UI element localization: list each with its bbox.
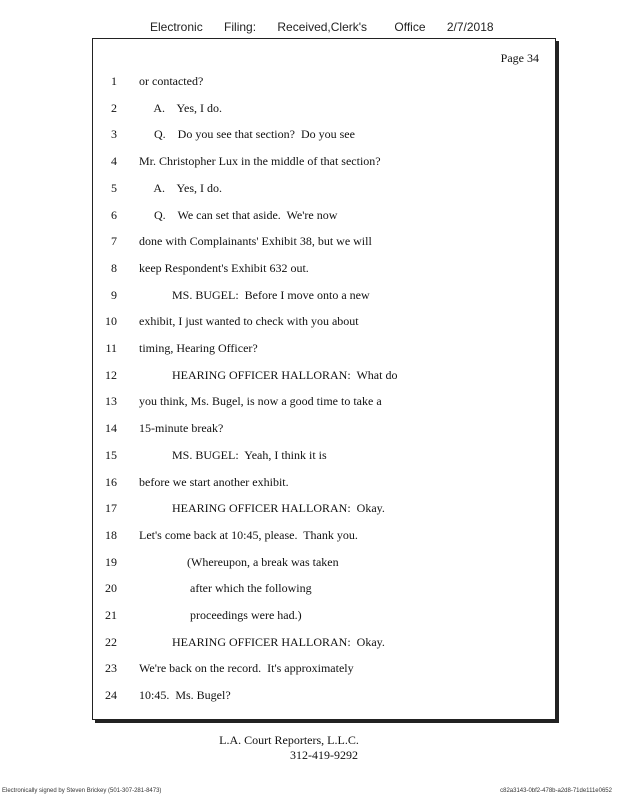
transcript-line: [93, 151, 555, 171]
footer-phone: 312-419-9292: [290, 748, 358, 762]
line-text: A. Yes, I do.: [139, 100, 223, 115]
line-text: Q. We can set that aside. We're now: [139, 207, 338, 222]
line-text: 10:45. Ms. Bugel?: [139, 688, 231, 703]
line-text: or contacted?: [139, 74, 204, 88]
footer: [0, 733, 618, 763]
transcript-line: [93, 311, 555, 331]
line-number: 8: [111, 260, 117, 275]
filing-label: Filing:: [224, 20, 257, 34]
transcript-line: [93, 98, 555, 118]
line-text: HEARING OFFICER HALLORAN: Okay.: [139, 634, 385, 649]
line-number: 4: [111, 154, 117, 169]
transcript-line: [93, 525, 555, 545]
line-number: 24: [105, 688, 117, 703]
signature-right: c82a3143-0bf2-478b-a2d8-71de111e0652: [500, 788, 612, 794]
line-number: 10: [105, 314, 117, 329]
transcript-line: [93, 178, 555, 198]
line-text: keep Respondent's Exhibit 632 out.: [139, 260, 309, 275]
line-text: done with Complainants' Exhibit 38, but we will: [139, 234, 372, 249]
line-text: Let's come back at 10:45, please. Thank you.: [139, 527, 358, 542]
transcript-line: [93, 552, 555, 572]
transcript-line: [93, 205, 555, 225]
line-text: MS. BUGEL: Yeah, I think it is: [139, 447, 327, 462]
line-number: 21: [105, 608, 117, 622]
line-number: 18: [105, 527, 117, 542]
transcript-line: [93, 338, 555, 358]
line-number: 7: [111, 234, 117, 249]
filing-electronic: Electronic: [150, 20, 203, 34]
transcript-page: [92, 38, 556, 720]
transcript-line: [93, 365, 555, 385]
line-number: 3: [111, 127, 117, 142]
transcript-line: [93, 285, 555, 305]
transcript-line: [93, 418, 555, 438]
transcript-line: [93, 445, 555, 465]
line-number: 16: [105, 474, 117, 489]
line-number: 5: [111, 180, 117, 195]
line-number: 19: [105, 554, 117, 569]
transcript-line: [93, 258, 555, 278]
line-text: after which the following: [139, 581, 312, 596]
line-text: exhibit, I just wanted to check with you about: [139, 314, 359, 329]
line-text: (Whereupon, a break was taken: [139, 554, 339, 569]
page-number: Page 34: [500, 51, 539, 65]
transcript-line: [93, 632, 555, 652]
transcript-line: [93, 124, 555, 144]
transcript-line: [93, 472, 555, 492]
line-text: HEARING OFFICER HALLORAN: Okay.: [139, 501, 385, 516]
transcript-line: [93, 231, 555, 251]
transcript-line: [93, 71, 555, 91]
line-text: before we start another exhibit.: [139, 474, 289, 489]
filing-stamp-header: [150, 20, 512, 34]
line-text: MS. BUGEL: Before I move onto a new: [139, 287, 370, 302]
transcript-line: [93, 391, 555, 411]
filing-office: Office: [394, 20, 426, 34]
line-number: 12: [105, 367, 117, 382]
line-number: 14: [105, 421, 117, 436]
line-text: We're back on the record. It's approximately: [139, 661, 354, 676]
transcript-line: [93, 605, 555, 625]
footer-firm: L.A. Court Reporters, L.L.C.: [219, 733, 359, 747]
line-text: you think, Ms. Bugel, is now a good time to take a: [139, 394, 382, 409]
line-number: 2: [111, 100, 117, 115]
transcript-line: [93, 658, 555, 678]
transcript-line: [93, 685, 555, 705]
line-number: 1: [111, 74, 117, 88]
line-text: Q. Do you see that section? Do you see: [139, 127, 355, 142]
line-text: proceedings were had.): [139, 608, 302, 622]
line-text: A. Yes, I do.: [139, 180, 223, 195]
line-number: 22: [105, 634, 117, 649]
transcript-line: [93, 578, 555, 598]
line-number: 23: [105, 661, 117, 676]
transcript-line: [93, 498, 555, 518]
line-text: Mr. Christopher Lux in the middle of that section?: [139, 154, 381, 169]
line-number: 17: [105, 501, 117, 516]
line-number: 15: [105, 447, 117, 462]
signature-left: Electronically signed by Steven Brickey (501-307-281-8473): [2, 788, 162, 794]
line-number: 11: [105, 341, 117, 355]
filing-received: Received,Clerk's: [277, 20, 368, 34]
line-number: 9: [111, 287, 117, 302]
line-text: 15-minute break?: [139, 421, 224, 436]
line-number: 13: [105, 394, 117, 409]
line-number: 6: [111, 207, 117, 222]
line-text: HEARING OFFICER HALLORAN: What do: [139, 367, 398, 382]
filing-date: 2/7/2018: [446, 20, 494, 34]
line-text: timing, Hearing Officer?: [139, 341, 258, 355]
line-number: 20: [105, 581, 117, 596]
